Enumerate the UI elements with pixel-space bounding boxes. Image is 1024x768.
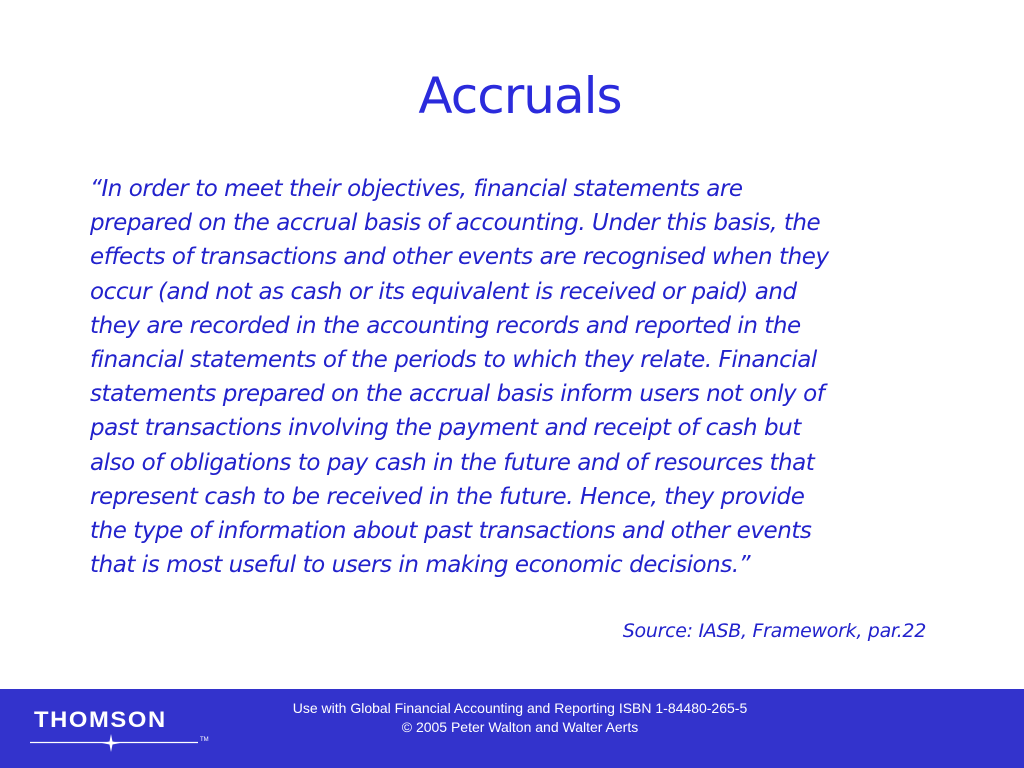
- quote-block: [90, 172, 950, 582]
- quote-line: financial statements of the periods to which they relate. Financial: [90, 347, 817, 374]
- quote-line: that is most useful to users in making economic decisions.”: [90, 552, 751, 579]
- quote-line: “In order to meet their objectives, financial statements are: [90, 176, 743, 202]
- quote-line: occur (and not as cash or its equivalent is received or paid) and: [90, 278, 797, 305]
- quote-line: prepared on the accrual basis of accounting. Under this basis, the: [90, 210, 821, 237]
- quote-line: represent cash to be received in the future. Hence, they provide: [90, 483, 805, 510]
- footer-credits: [240, 699, 800, 737]
- quote-line: they are recorded in the accounting records and reported in the: [90, 312, 801, 339]
- footer-copyright-line: © 2005 Peter Walton and Walter Aerts: [401, 719, 639, 735]
- quote-line: past transactions involving the payment and receipt of cash but: [90, 415, 801, 442]
- logo-wordmark: THOMSON: [34, 707, 167, 732]
- trademark-mark: TM: [200, 737, 209, 743]
- quote-line: the type of information about past transactions and other events: [90, 518, 812, 545]
- quote-line: effects of transactions and other events are recognised when they: [90, 244, 829, 271]
- footer-bar: [0, 689, 1024, 768]
- slide-title: Accruals: [418, 67, 622, 125]
- footer-isbn-line: Use with Global Financial Accounting and Reporting ISBN 1-84480-265-5: [292, 700, 748, 716]
- quote-line: statements prepared on the accrual basis inform users not only of: [90, 381, 825, 408]
- star-icon: [102, 734, 120, 752]
- quote-line: also of obligations to pay cash in the future and of resources that: [90, 449, 815, 476]
- thomson-logo: [30, 707, 230, 757]
- source-citation: Source: IASB, Framework, par.22: [622, 620, 926, 642]
